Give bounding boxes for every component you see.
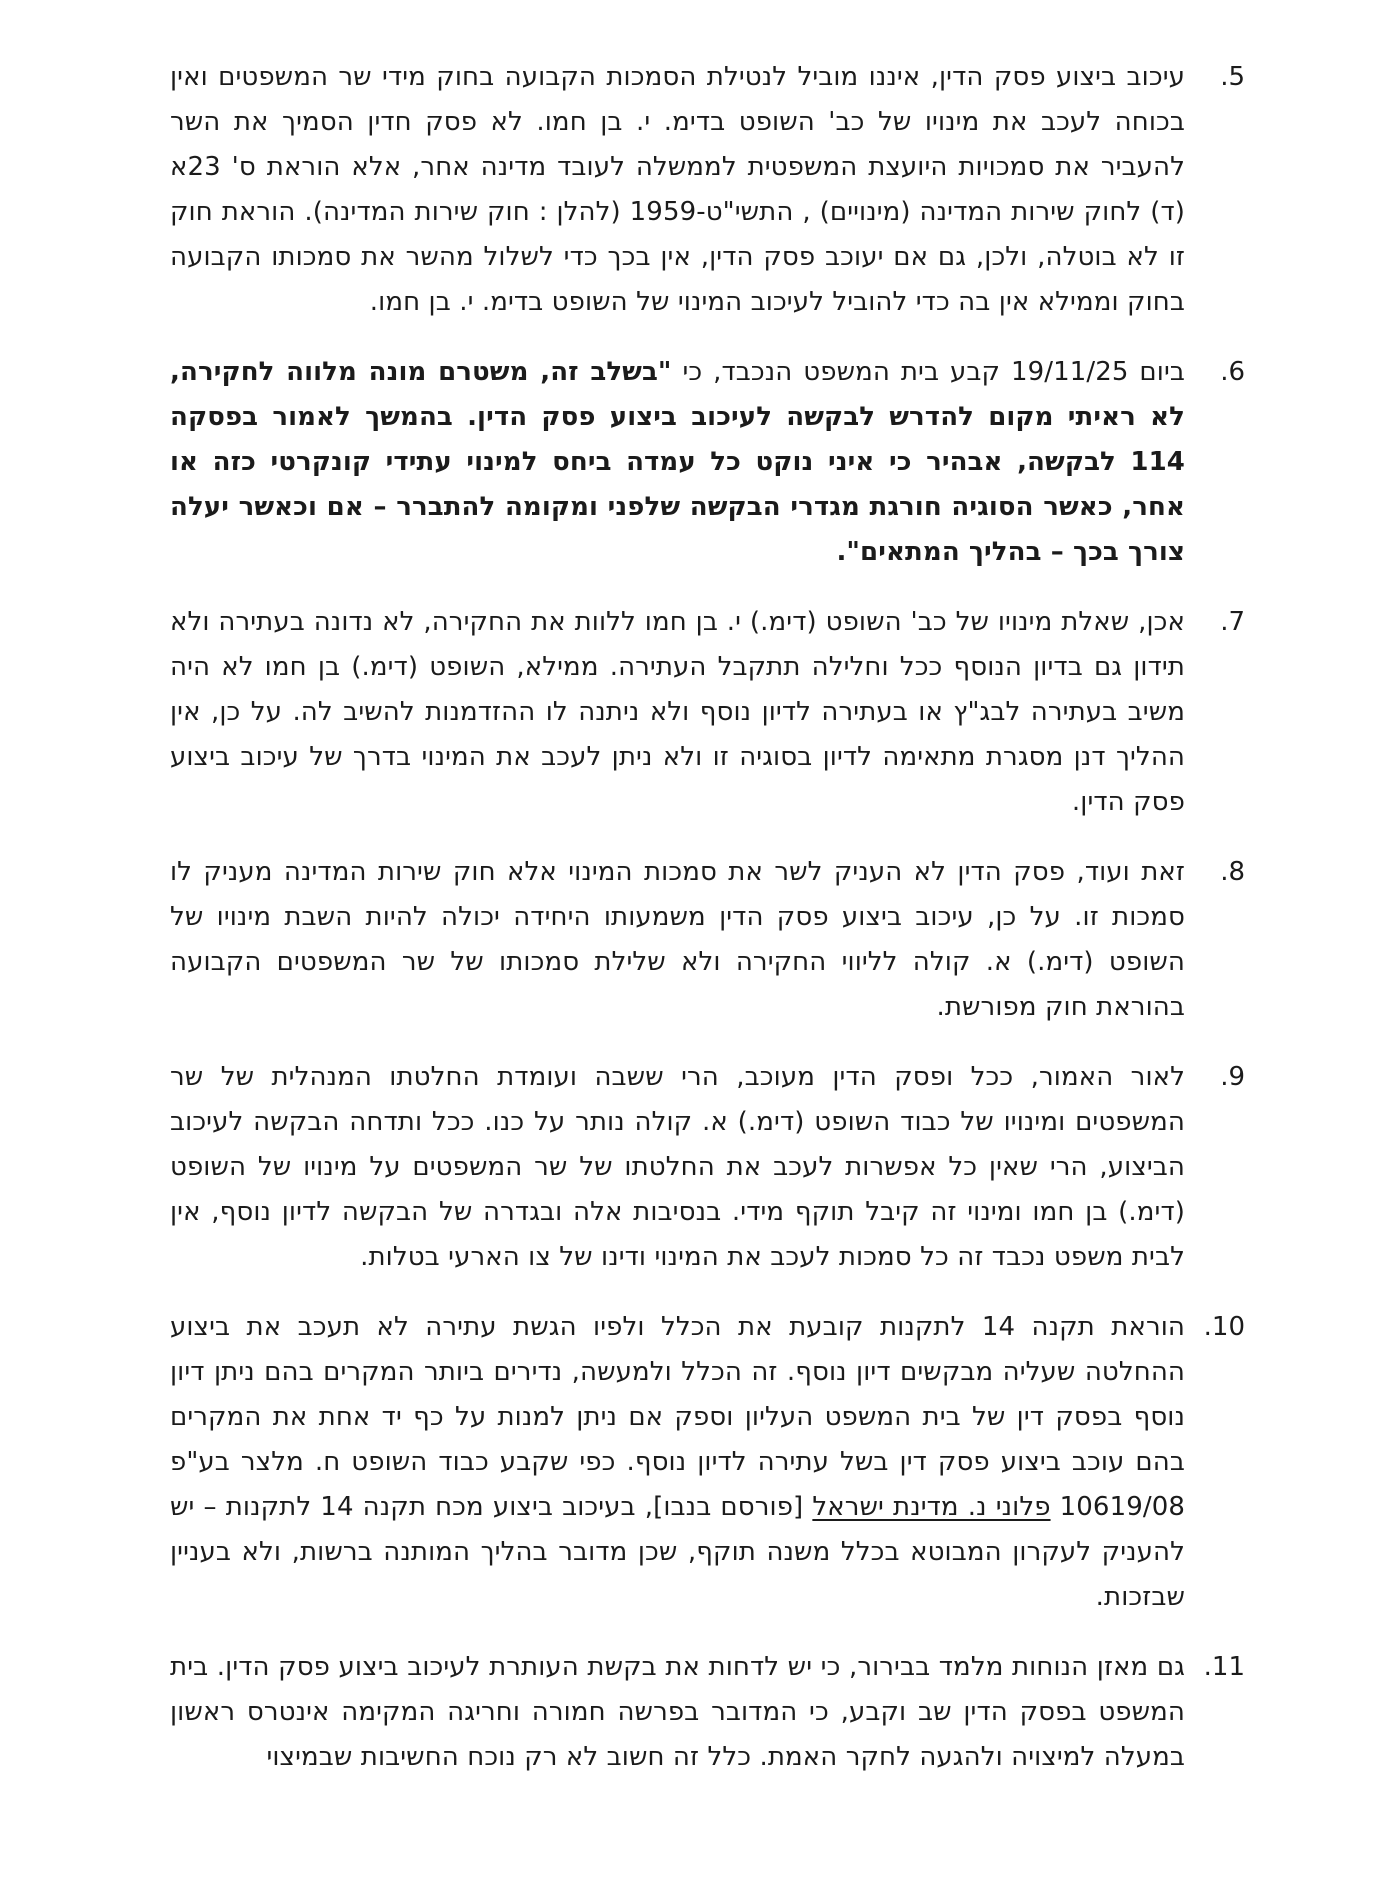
legal-paragraph xyxy=(130,1645,1245,1780)
paragraph-text-segment: ביום 19/11/25 קבע בית המשפט הנכבד, כי xyxy=(671,357,1185,387)
legal-paragraph xyxy=(130,350,1245,575)
paragraph-body xyxy=(170,600,1185,825)
paragraph-number: 11. xyxy=(1203,1652,1245,1682)
legal-paragraph xyxy=(130,850,1245,1030)
paragraph-text-segment: הוראת תקנה 14 לתקנות קובעת את הכלל ולפיו הגשת עתירה לא תעכב את ביצוע ההחלטה שעליה מבקשים דיון נוסף. זה הכלל ולמעשה, נדירים ביותר המקרים בהם ניתן דיון נוסף בפסק דין של בית המשפט העליון וספק אם ניתן למנות על כף יד אחת את המקרים בהם עוכב ביצוע פסק דין בשל עתירה לדיון נוסף. כפי שקבע כבוד השופט ח. מלצר בע"פ 10619/08 xyxy=(170,1312,1185,1522)
paragraph-text-segment: "בשלב זה, משטרם מונה מלווה לחקירה, לא ראיתי מקום להדרש לבקשה לעיכוב ביצוע פסק הדין. בהמשך לאמור בפסקה 114 לבקשה, אבהיר כי איני נוקט כל עמדה ביחס למינוי עתידי קונקרטי כזה או אחר, כאשר הסוגיה חורגת מגדרי הבקשה שלפני ומקומה להתברר – אם וכאשר יעלה צורך בכך – בהליך המתאים". xyxy=(170,357,1185,567)
legal-paragraph xyxy=(130,1305,1245,1620)
paragraph-number: 10. xyxy=(1203,1312,1245,1342)
paragraph-text-segment: [פורסם בנבו], בעיכוב ביצוע מכח תקנה 14 לתקנות – יש להעניק לעקרון המבוטא בכלל משנה תוקף, שכן מדובר בהליך המותנה ברשות, ולא בעניין שבזכות. xyxy=(170,1492,1185,1612)
paragraph-number: 9. xyxy=(1220,1062,1245,1092)
legal-paragraph xyxy=(130,55,1245,325)
paragraph-body xyxy=(170,350,1185,575)
paragraph-text-segment: עיכוב ביצוע פסק הדין, איננו מוביל לנטילת הסמכות הקבועה בחוק מידי שר המשפטים ואין בכוחה לעכב את מינויו של כב' השופט בדימ. י. בן חמו. לא פסק חדין הסמיך את השר להעביר את סמכויות היועצת המשפטית לממשלה לעובד מדינה אחר, אלא הוראת ס' 23א (ד) לחוק שירות המדינה (מינויים) , התשי"ט-1959 (להלן : חוק שירות המדינה). הוראת חוק זו לא בוטלה, ולכן, גם אם יעוכב פסק הדין, אין בכך כדי לשלול מהשר את סמכותו הקבועה בחוק וממילא אין בה כדי להוביל לעיכוב המינוי של השופט בדימ. י. בן חמו. xyxy=(170,62,1185,317)
paragraph-body xyxy=(170,1305,1185,1620)
paragraph-number: 8. xyxy=(1220,857,1245,887)
paragraph-body xyxy=(170,850,1185,1030)
paragraph-text-segment: אכן, שאלת מינויו של כב' השופט (דימ.) י. בן חמו ללוות את החקירה, לא נדונה בעתירה ולא תידון גם בדיון הנוסף ככל וחלילה תתקבל העתירה. ממילא, השופט (דימ.) בן חמו לא היה משיב בעתירה לבג"ץ או בעתירה לדיון נוסף ולא ניתנה לו ההזדמנות להשיב לה. על כן, אין ההליך דנן מסגרת מתאימה לדיון בסוגיה זו ולא ניתן לעכב את המינוי בדרך של עיכוב ביצוע פסק הדין. xyxy=(170,607,1185,817)
legal-paragraph xyxy=(130,600,1245,825)
paragraph-text-segment: לאור האמור, ככל ופסק הדין מעוכב, הרי ששבה ועומדת החלטתו המנהלית של שר המשפטים ומינויו של כבוד השופט (דימ.) א. קולה נותר על כנו. ככל ותדחה הבקשה לעיכוב הביצוע, הרי שאין כל אפשרות לעכב את החלטתו של שר המשפטים על מינויו של השופט (דימ.) בן חמו ומינוי זה קיבל תוקף מידי. בנסיבות אלה ובגדרה של הבקשה לדיון נוסף, אין לבית משפט נכבד זה כל סמכות לעכב את המינוי ודינו של צו הארעי בטלות. xyxy=(170,1062,1185,1272)
paragraph-number: 6. xyxy=(1220,357,1245,387)
paragraph-text-segment: גם מאזן הנוחות מלמד בבירור, כי יש לדחות את בקשת העותרת לעיכוב ביצוע פסק הדין. בית המשפט בפסק הדין שב וקבע, כי המדובר בפרשה חמורה וחריגה המקימה אינטרס ראשון במעלה למיצויה ולהגעה לחקר האמת. כלל זה חשוב לא רק נוכח החשיבות שבמיצוי xyxy=(170,1652,1185,1772)
paragraph-body xyxy=(170,1645,1185,1780)
paragraph-body xyxy=(170,55,1185,325)
paragraph-text-segment: זאת ועוד, פסק הדין לא העניק לשר את סמכות המינוי אלא חוק שירות המדינה מעניק לו סמכות זו. על כן, עיכוב ביצוע פסק הדין משמעותו היחידה יכולה להיות השבת מינויו של השופט (דימ.) א. קולה לליווי החקירה ולא שלילת סמכותו של שר המשפטים הקבועה בהוראת חוק מפורשת. xyxy=(170,857,1185,1022)
paragraph-number: 5. xyxy=(1220,62,1245,92)
paragraph-body xyxy=(170,1055,1185,1280)
paragraph-text-segment: פלוני נ. מדינת ישראל xyxy=(812,1492,1051,1522)
paragraph-number: 7. xyxy=(1220,607,1245,637)
legal-paragraph xyxy=(130,1055,1245,1280)
